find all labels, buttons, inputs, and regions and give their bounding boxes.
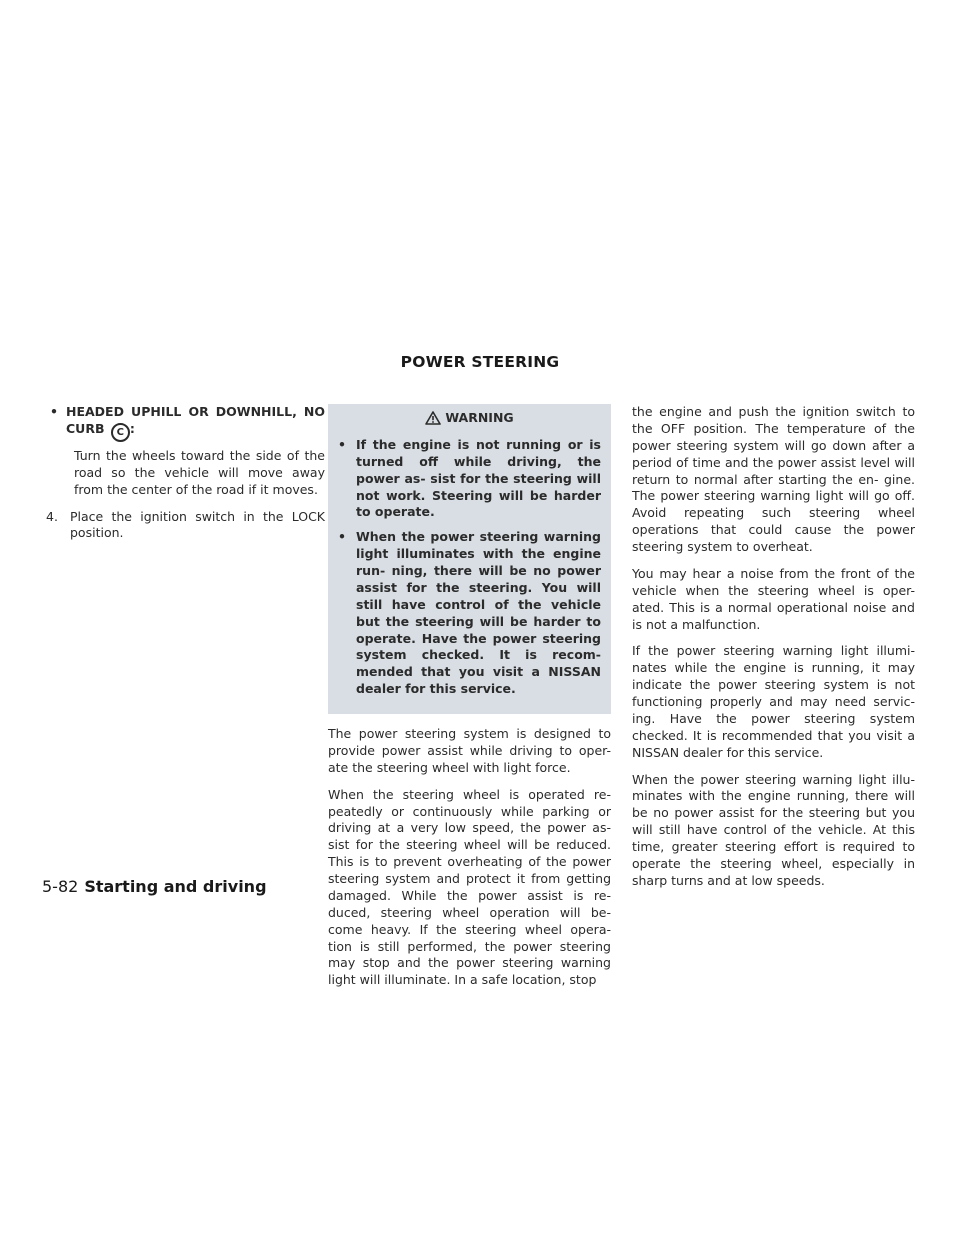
footer-section-name: Starting and driving [84, 877, 267, 896]
warning-triangle-icon [425, 411, 441, 425]
circled-c-icon: C [111, 423, 130, 442]
bullet-colon: : [129, 420, 135, 436]
bullet-dot: • [50, 404, 58, 419]
column-1 [42, 404, 325, 552]
section-title: POWER STEERING [400, 353, 560, 371]
bullet-heading [42, 404, 325, 442]
warning-box [328, 404, 611, 714]
warning-title [338, 410, 601, 427]
bullet-text: Turn the wheels toward the side of the road so the vehicle will move away from the center of the road if it moves. [74, 447, 325, 497]
step-number: 4. [46, 508, 58, 524]
step-text: Place the ignition switch in the LOCK position. [70, 508, 325, 541]
column-2 [328, 404, 611, 999]
page-number: 5-82 [42, 877, 79, 896]
warning-item [338, 437, 601, 521]
paragraph: the engine and push the ignition switch to the OFF position. The temperature of the power steering system will go down after a period of time and the power assist level will return to normal after starting the en- gine. The power steering warning light will go off. Avoid repeating such steering wheel operations that could cause the power steering system to overheat. [632, 404, 915, 554]
bullet-dot: • [338, 436, 346, 452]
paragraph: When the steering wheel is operated re- peatedly or continuously while parking or driving at a very low speed, the power as- sist for the steering wheel will be reduced. This is to prevent overheating of the power steering system and protect it from getting damaged. While the power assist is re- duced, steering wheel operation will be- come heavy. If the steering wheel opera- tion is still performed, the power steering may stop and the power steering warning light will illuminate. In a safe location, stop [328, 786, 611, 988]
page-footer [42, 876, 267, 898]
numbered-step [42, 509, 325, 543]
column-3 [632, 404, 915, 900]
bullet-heading-text: HEADED UPHILL OR DOWNHILL, NO CURB [66, 404, 325, 436]
paragraph: You may hear a noise from the front of the vehicle when the steering wheel is oper- ated. This is a normal operational noise and is not a malfunction. [632, 565, 915, 632]
paragraph: The power steering system is designed to provide power assist while driving to oper- ate the steering wheel with light force. [328, 726, 611, 775]
paragraph: When the power steering warning light illu- minates with the engine running, there will be no power assist for the steering but you will still have control of the vehicle. At this time, greater steering effort is required to operate the steering wheel, especially in sharp turns and at low speeds. [632, 771, 915, 888]
paragraph: If the power steering warning light illumi- nates while the engine is running, it may indicate the power steering system is not functioning properly and may need servic- ing. Have the power steering system checked. It is recommended that you visit a NISSAN dealer for this service. [632, 643, 915, 760]
warning-item-text: If the engine is not running or is turned off while driving, the power as- sist for the steering will not work. Steering will be harder to operate. [356, 436, 601, 520]
warning-item [338, 529, 601, 698]
warning-item-text: When the power steering warning light illuminates with the engine run- ning, there will be no power assist for the steering. You will still have control of the vehicle but the steering will be harder to operate. Have the power steering system checked. It is recom- mended that you visit a NISSAN dealer for this service. [356, 529, 601, 697]
warning-title-text: WARNING [445, 410, 514, 425]
bullet-dot: • [338, 529, 346, 545]
